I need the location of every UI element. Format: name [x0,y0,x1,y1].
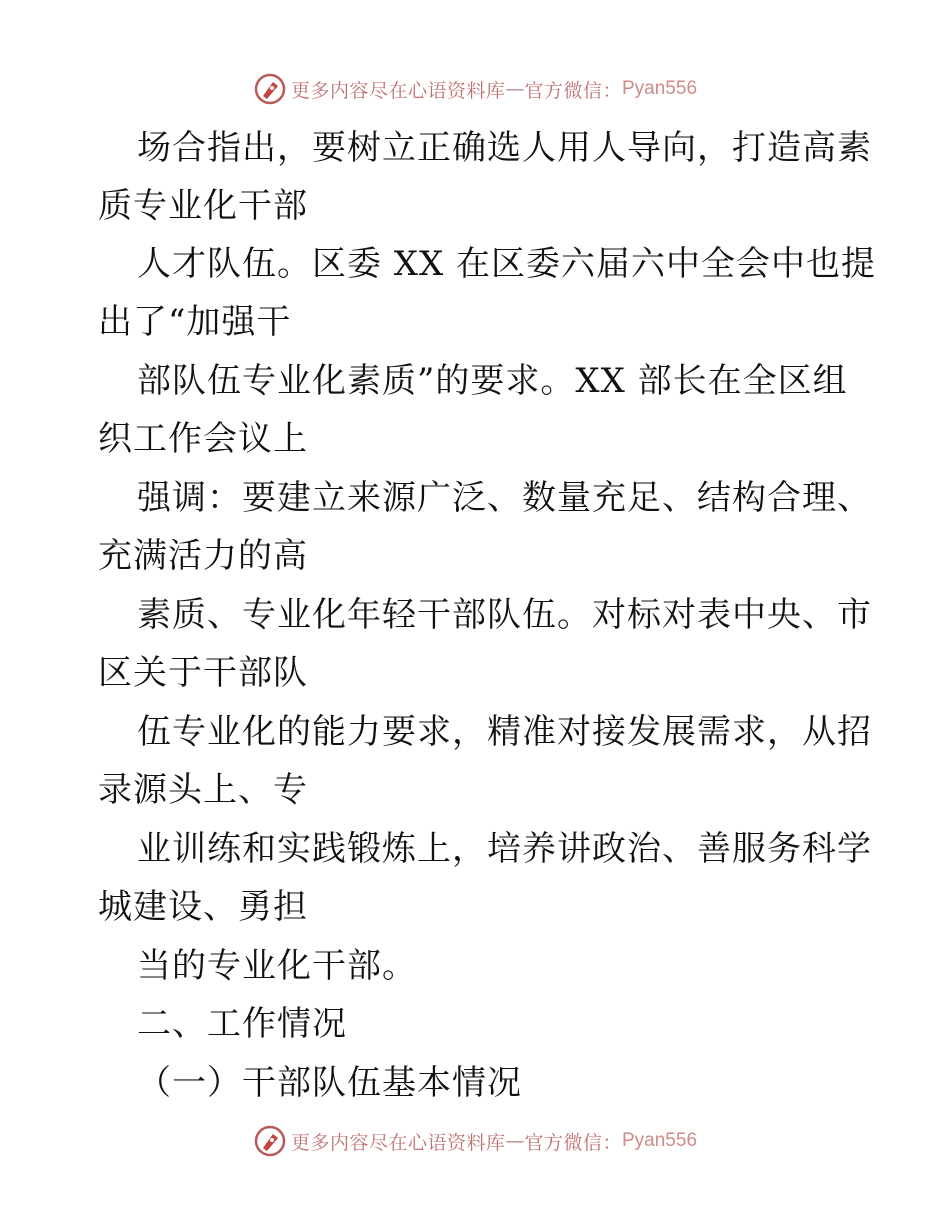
text-line: 录源头上、专 [98,770,308,810]
watermark-label: 官方微信： [524,79,622,102]
text-line: 部队伍专业化素质”的要求。XX 部长在全区组 [137,361,848,401]
watermark-wechat-id: Pyan556 [622,1130,698,1151]
text-line: 强调：要建立来源广泛、数量充足、结构合理、 [137,478,872,518]
watermark-text: 更多内容尽在心语资料库 [290,79,506,102]
text-line: 城建设、勇担 [98,887,308,927]
watermark-wechat-id: Pyan556 [622,78,698,99]
header-watermark [0,72,950,106]
subsection-heading: （一）干部队伍基本情况 [137,1063,522,1103]
text-line: 织工作会议上 [98,419,308,459]
text-line: 当的专业化干部。 [137,946,417,986]
watermark-text: 更多内容尽在心语资料库 [290,1131,506,1154]
text-line: 充满活力的高 [98,536,308,576]
text-line: 质专业化干部 [98,186,308,226]
text-line: 人才队伍。区委 XX 在区委六届六中全会中也提 [137,244,877,284]
pen-nib-circle-icon [253,72,287,106]
watermark-separator: — [505,78,525,100]
text-line: 区关于干部队 [98,653,308,693]
watermark-label: 官方微信： [524,1131,622,1154]
text-line: 场合指出，要树立正确选人用人导向，打造高素 [137,128,872,168]
text-line: 素质、专业化年轻干部队伍。对标对表中央、市 [137,595,872,635]
text-line: 业训练和实践锻炼上，培养讲政治、善服务科学 [137,829,872,869]
pen-nib-circle-icon [253,1124,287,1158]
text-line: 出了“加强干 [98,302,292,342]
text-line: 伍专业化的能力要求，精准对接发展需求，从招 [137,712,872,752]
watermark-separator: — [505,1130,525,1152]
footer-watermark [0,1124,950,1158]
section-heading: 二、工作情况 [137,1004,347,1044]
